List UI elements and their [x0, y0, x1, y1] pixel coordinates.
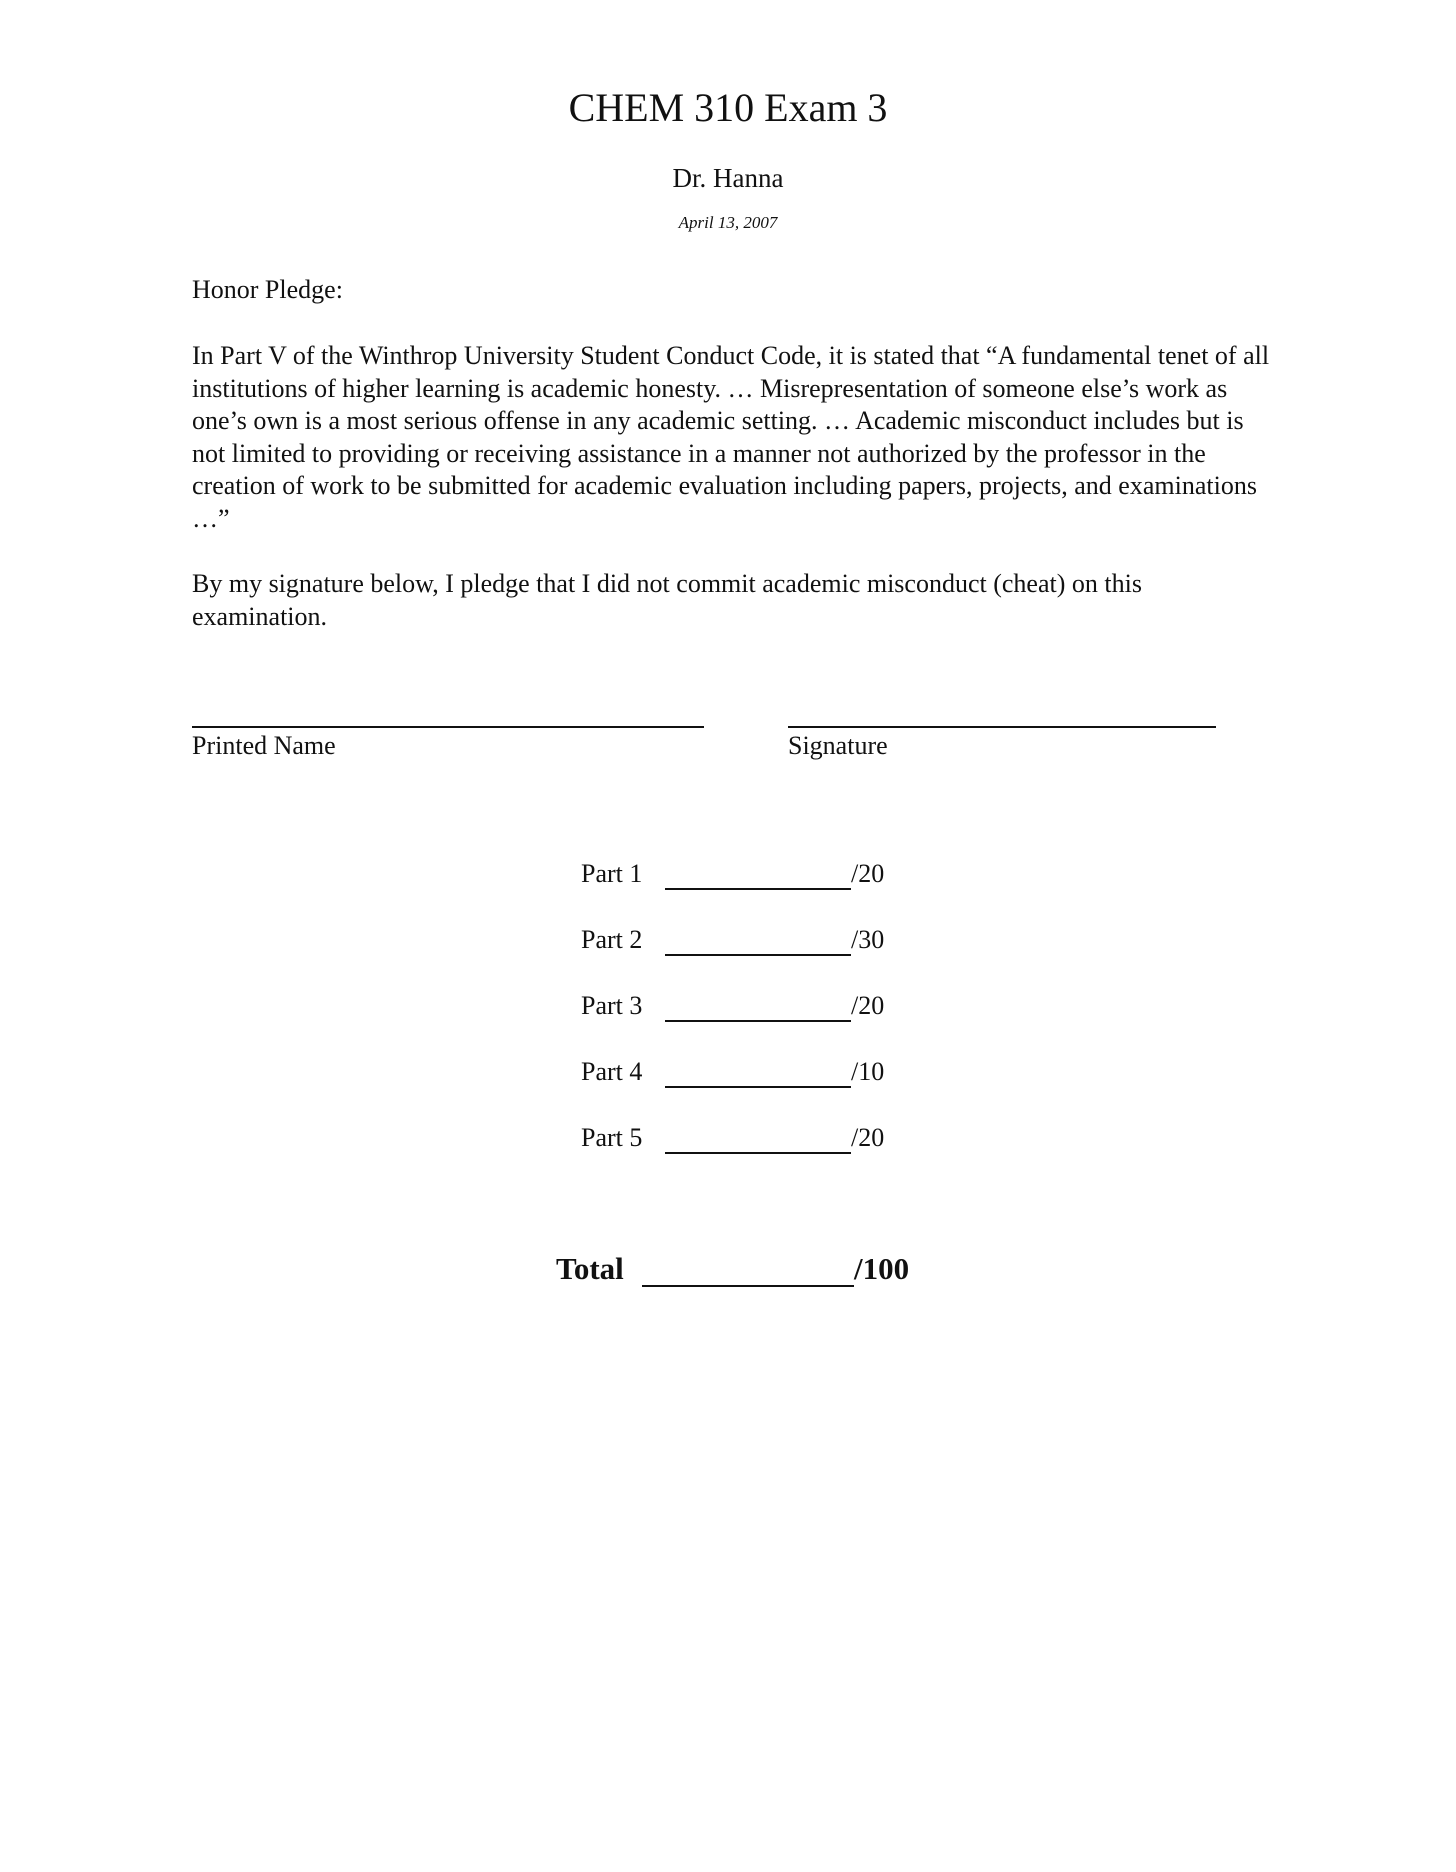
- printed-name-label: Printed Name: [192, 731, 336, 760]
- score-part-max: /30: [851, 925, 885, 954]
- total-label: Total: [556, 1251, 624, 1286]
- total-score-blank[interactable]: [642, 1285, 854, 1287]
- page-title: CHEM 310 Exam 3: [568, 85, 888, 130]
- honor-pledge-statement: By my signature below, I pledge that I did not commit academic misconduct (cheat) on this examination.: [192, 569, 1142, 631]
- total-max: /100: [854, 1251, 910, 1286]
- score-part-label: Part 1: [581, 859, 643, 888]
- honor-pledge-heading: Honor Pledge:: [192, 275, 343, 304]
- score-part-max: /20: [851, 859, 885, 888]
- exam-date: April 13, 2007: [678, 213, 778, 232]
- score-part-label: Part 2: [581, 925, 643, 954]
- score-blank[interactable]: [665, 954, 851, 956]
- score-blank[interactable]: [665, 1152, 851, 1154]
- printed-name-line[interactable]: [192, 726, 704, 728]
- signature-line[interactable]: [788, 726, 1216, 728]
- total-score-row: [556, 1250, 936, 1290]
- score-blank[interactable]: [665, 1020, 851, 1022]
- score-part-label: Part 4: [581, 1057, 643, 1086]
- score-part-label: Part 3: [581, 991, 643, 1020]
- signature-label: Signature: [788, 731, 888, 760]
- score-blank[interactable]: [665, 1086, 851, 1088]
- honor-pledge-quote: In Part V of the Winthrop University Student Conduct Code, it is stated that “A fundamental tenet of all institutions of higher learning is academic honesty. … Misrepresentation of someone else’s work as one’s own is a most serious offense in any academic setting. … Academic misconduct includes but is not limited to providing or receiving assistance in a manner not authorized by the professor in the creation of work to be submitted for academic evaluation including papers, projects, and examinations …”: [192, 341, 1270, 533]
- score-blank[interactable]: [665, 888, 851, 890]
- score-part-max: /20: [851, 1123, 885, 1152]
- score-part-label: Part 5: [581, 1123, 643, 1152]
- author-name: Dr. Hanna: [672, 163, 784, 193]
- score-part-max: /10: [851, 1057, 885, 1086]
- score-part-max: /20: [851, 991, 885, 1020]
